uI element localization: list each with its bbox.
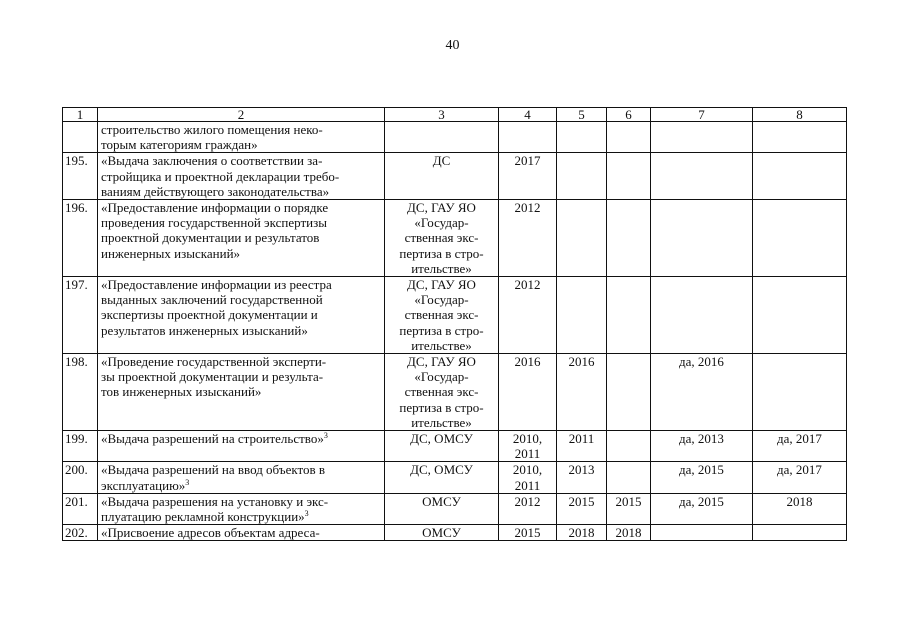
service-line-text: инженерных изысканий» — [101, 245, 241, 261]
row-number: 198. — [63, 354, 98, 431]
cell-line: ственная экс- — [404, 230, 479, 246]
cell-line: ДС, ОМСУ — [410, 462, 473, 478]
column-5-value: 2011 — [557, 431, 607, 462]
row-number — [63, 122, 98, 153]
cell-line: 2010, — [512, 431, 543, 447]
cell-line: пертиза в стро- — [399, 322, 484, 338]
service-line — [101, 478, 381, 493]
column-4-value — [499, 462, 557, 493]
column-5-value — [557, 200, 607, 277]
service-line-text: «Предоставление информации о порядке — [101, 200, 329, 216]
cell-line: «Государ- — [414, 292, 469, 308]
service-line — [101, 230, 381, 245]
column-7-value — [651, 153, 753, 200]
column-header-8: 8 — [753, 108, 847, 122]
column-4-value — [499, 525, 557, 541]
cell-line: «Государ- — [414, 369, 469, 385]
responsible-body — [385, 354, 499, 431]
service-name — [98, 122, 385, 153]
service-line — [101, 246, 381, 261]
service-line-text: «Предоставление информации из реестра — [101, 277, 332, 293]
table-row — [63, 200, 847, 277]
table-row — [63, 354, 847, 431]
service-name — [98, 354, 385, 431]
service-line — [101, 354, 381, 369]
row-number: 196. — [63, 200, 98, 277]
column-header-6: 6 — [607, 108, 651, 122]
service-line-text: проведения государственной экспертизы — [101, 215, 327, 231]
column-7-value: да, 2013 — [651, 431, 753, 462]
cell-line: «Государ- — [414, 215, 469, 231]
service-line — [101, 277, 381, 292]
column-6-value — [607, 277, 651, 354]
column-header-3: 3 — [385, 108, 499, 122]
responsible-body — [385, 462, 499, 493]
column-7-value — [651, 200, 753, 277]
service-line-text: стройщика и проектной декларации требо- — [101, 168, 340, 184]
column-7-value: да, 2015 — [651, 462, 753, 493]
table-row — [63, 153, 847, 200]
column-5-value — [557, 122, 607, 153]
cell-line: ОМСУ — [422, 525, 461, 541]
service-line — [101, 169, 381, 184]
column-6-value: 2018 — [607, 525, 651, 541]
service-name — [98, 277, 385, 354]
responsible-body — [385, 122, 499, 153]
table-row — [63, 493, 847, 524]
row-number: 197. — [63, 277, 98, 354]
column-header-4: 4 — [499, 108, 557, 122]
row-number: 195. — [63, 153, 98, 200]
service-line — [101, 200, 381, 215]
cell-line: ительстве» — [411, 414, 472, 430]
column-7-value — [651, 122, 753, 153]
footnote-marker: 3 — [185, 477, 190, 487]
column-7-value: да, 2015 — [651, 493, 753, 524]
column-8-value: да, 2017 — [753, 431, 847, 462]
service-line — [101, 384, 381, 399]
column-7-value: да, 2016 — [651, 354, 753, 431]
service-line-text: выданных заключений государственной — [101, 292, 323, 308]
column-5-value: 2016 — [557, 354, 607, 431]
service-line — [101, 509, 381, 524]
service-line-text: ваниям действующего законодательства» — [101, 183, 330, 199]
service-line-text: тов инженерных изысканий» — [101, 384, 262, 400]
column-4-value — [499, 277, 557, 354]
row-number: 202. — [63, 525, 98, 541]
column-4-value — [499, 122, 557, 153]
responsible-body — [385, 200, 499, 277]
cell-line: ОМСУ — [422, 493, 461, 509]
responsible-body — [385, 277, 499, 354]
table-row — [63, 525, 847, 541]
table-row — [63, 277, 847, 354]
service-line — [101, 137, 381, 152]
column-5-value: 2018 — [557, 525, 607, 541]
footnote-marker: 3 — [304, 509, 309, 519]
cell-line: ДС — [432, 153, 451, 169]
column-8-value — [753, 200, 847, 277]
table-row — [63, 462, 847, 493]
service-name — [98, 462, 385, 493]
column-6-value — [607, 200, 651, 277]
column-header-1: 1 — [63, 108, 98, 122]
service-line-text: «Присвоение адресов объектам адреса- — [101, 525, 320, 541]
service-line — [101, 122, 381, 137]
column-5-value — [557, 153, 607, 200]
cell-line: ДС, ГАУ ЯО — [407, 200, 476, 216]
service-name — [98, 525, 385, 541]
service-line-text: строительство жилого помещения неко- — [101, 122, 323, 137]
services-table — [62, 107, 847, 541]
row-number: 200. — [63, 462, 98, 493]
service-line-text: результатов инженерных изысканий» — [101, 322, 308, 338]
cell-line: ДС, ГАУ ЯО — [407, 354, 476, 370]
cell-line: ственная экс- — [404, 384, 479, 400]
column-6-value — [607, 462, 651, 493]
service-line-text: проектной документации и результатов — [101, 230, 320, 246]
service-name — [98, 153, 385, 200]
cell-line: ительстве» — [411, 337, 472, 353]
column-8-value — [753, 122, 847, 153]
cell-line: 2011 — [514, 477, 541, 493]
cell-line: пертиза в стро- — [399, 245, 484, 261]
service-line-text: эксплуатацию» — [101, 477, 186, 493]
service-line-text: «Выдача разрешений на строительство» — [101, 431, 324, 447]
column-4-value — [499, 153, 557, 200]
column-6-value: 2015 — [607, 493, 651, 524]
service-line-text: экспертизы проектной документации и — [101, 307, 318, 323]
cell-line: пертиза в стро- — [399, 399, 484, 415]
column-6-value — [607, 122, 651, 153]
service-line-text: «Выдача разрешения на установку и экс- — [101, 493, 329, 509]
cell-line: 2011 — [514, 446, 541, 462]
column-6-value — [607, 153, 651, 200]
cell-line: 2012 — [514, 200, 541, 216]
footnote-marker: 3 — [323, 431, 328, 441]
responsible-body — [385, 493, 499, 524]
service-line — [101, 323, 381, 338]
service-name — [98, 493, 385, 524]
cell-line: ДС, ОМСУ — [410, 431, 473, 447]
cell-line: 2017 — [514, 153, 541, 169]
column-7-value — [651, 277, 753, 354]
responsible-body — [385, 153, 499, 200]
page-number: 40 — [445, 38, 460, 53]
column-header-5: 5 — [557, 108, 607, 122]
column-6-value — [607, 354, 651, 431]
column-8-value — [753, 277, 847, 354]
service-line — [101, 369, 381, 384]
cell-line: 2016 — [514, 354, 541, 370]
service-line — [101, 525, 381, 540]
cell-line: ительстве» — [411, 260, 472, 276]
row-number: 201. — [63, 493, 98, 524]
table-header-row — [63, 108, 847, 122]
column-8-value: 2018 — [753, 493, 847, 524]
column-4-value — [499, 431, 557, 462]
service-line — [101, 462, 381, 477]
service-line — [101, 184, 381, 199]
cell-line: 2012 — [514, 493, 541, 509]
cell-line: 2012 — [514, 277, 541, 293]
column-8-value — [753, 525, 847, 541]
column-4-value — [499, 354, 557, 431]
service-line — [101, 494, 381, 509]
responsible-body — [385, 525, 499, 541]
table-row — [63, 122, 847, 153]
column-6-value — [607, 431, 651, 462]
cell-line: 2010, — [512, 462, 543, 478]
service-line-text: зы проектной документации и результа- — [101, 369, 324, 385]
service-line — [101, 431, 381, 446]
column-8-value: да, 2017 — [753, 462, 847, 493]
table-row — [63, 431, 847, 462]
cell-line: 2015 — [514, 525, 541, 541]
service-line-text: «Выдача заключения о соответствии за- — [101, 153, 323, 169]
column-5-value: 2013 — [557, 462, 607, 493]
service-line-text: плуатацию рекламной конструкции» — [101, 509, 305, 525]
service-line-text: «Выдача разрешений на ввод объектов в — [101, 462, 326, 478]
service-line — [101, 153, 381, 168]
column-header-7: 7 — [651, 108, 753, 122]
column-8-value — [753, 354, 847, 431]
column-4-value — [499, 493, 557, 524]
row-number: 199. — [63, 431, 98, 462]
cell-line: ственная экс- — [404, 307, 479, 323]
service-line — [101, 292, 381, 307]
column-5-value — [557, 277, 607, 354]
service-line-text: «Проведение государственной эксперти- — [101, 354, 327, 370]
column-7-value — [651, 525, 753, 541]
column-5-value: 2015 — [557, 493, 607, 524]
cell-line: ДС, ГАУ ЯО — [407, 277, 476, 293]
service-line — [101, 307, 381, 322]
column-header-2: 2 — [98, 108, 385, 122]
responsible-body — [385, 431, 499, 462]
column-4-value — [499, 200, 557, 277]
service-name — [98, 200, 385, 277]
service-line — [101, 215, 381, 230]
service-line-text: торым категориям граждан» — [101, 137, 258, 153]
service-name — [98, 431, 385, 462]
column-8-value — [753, 153, 847, 200]
